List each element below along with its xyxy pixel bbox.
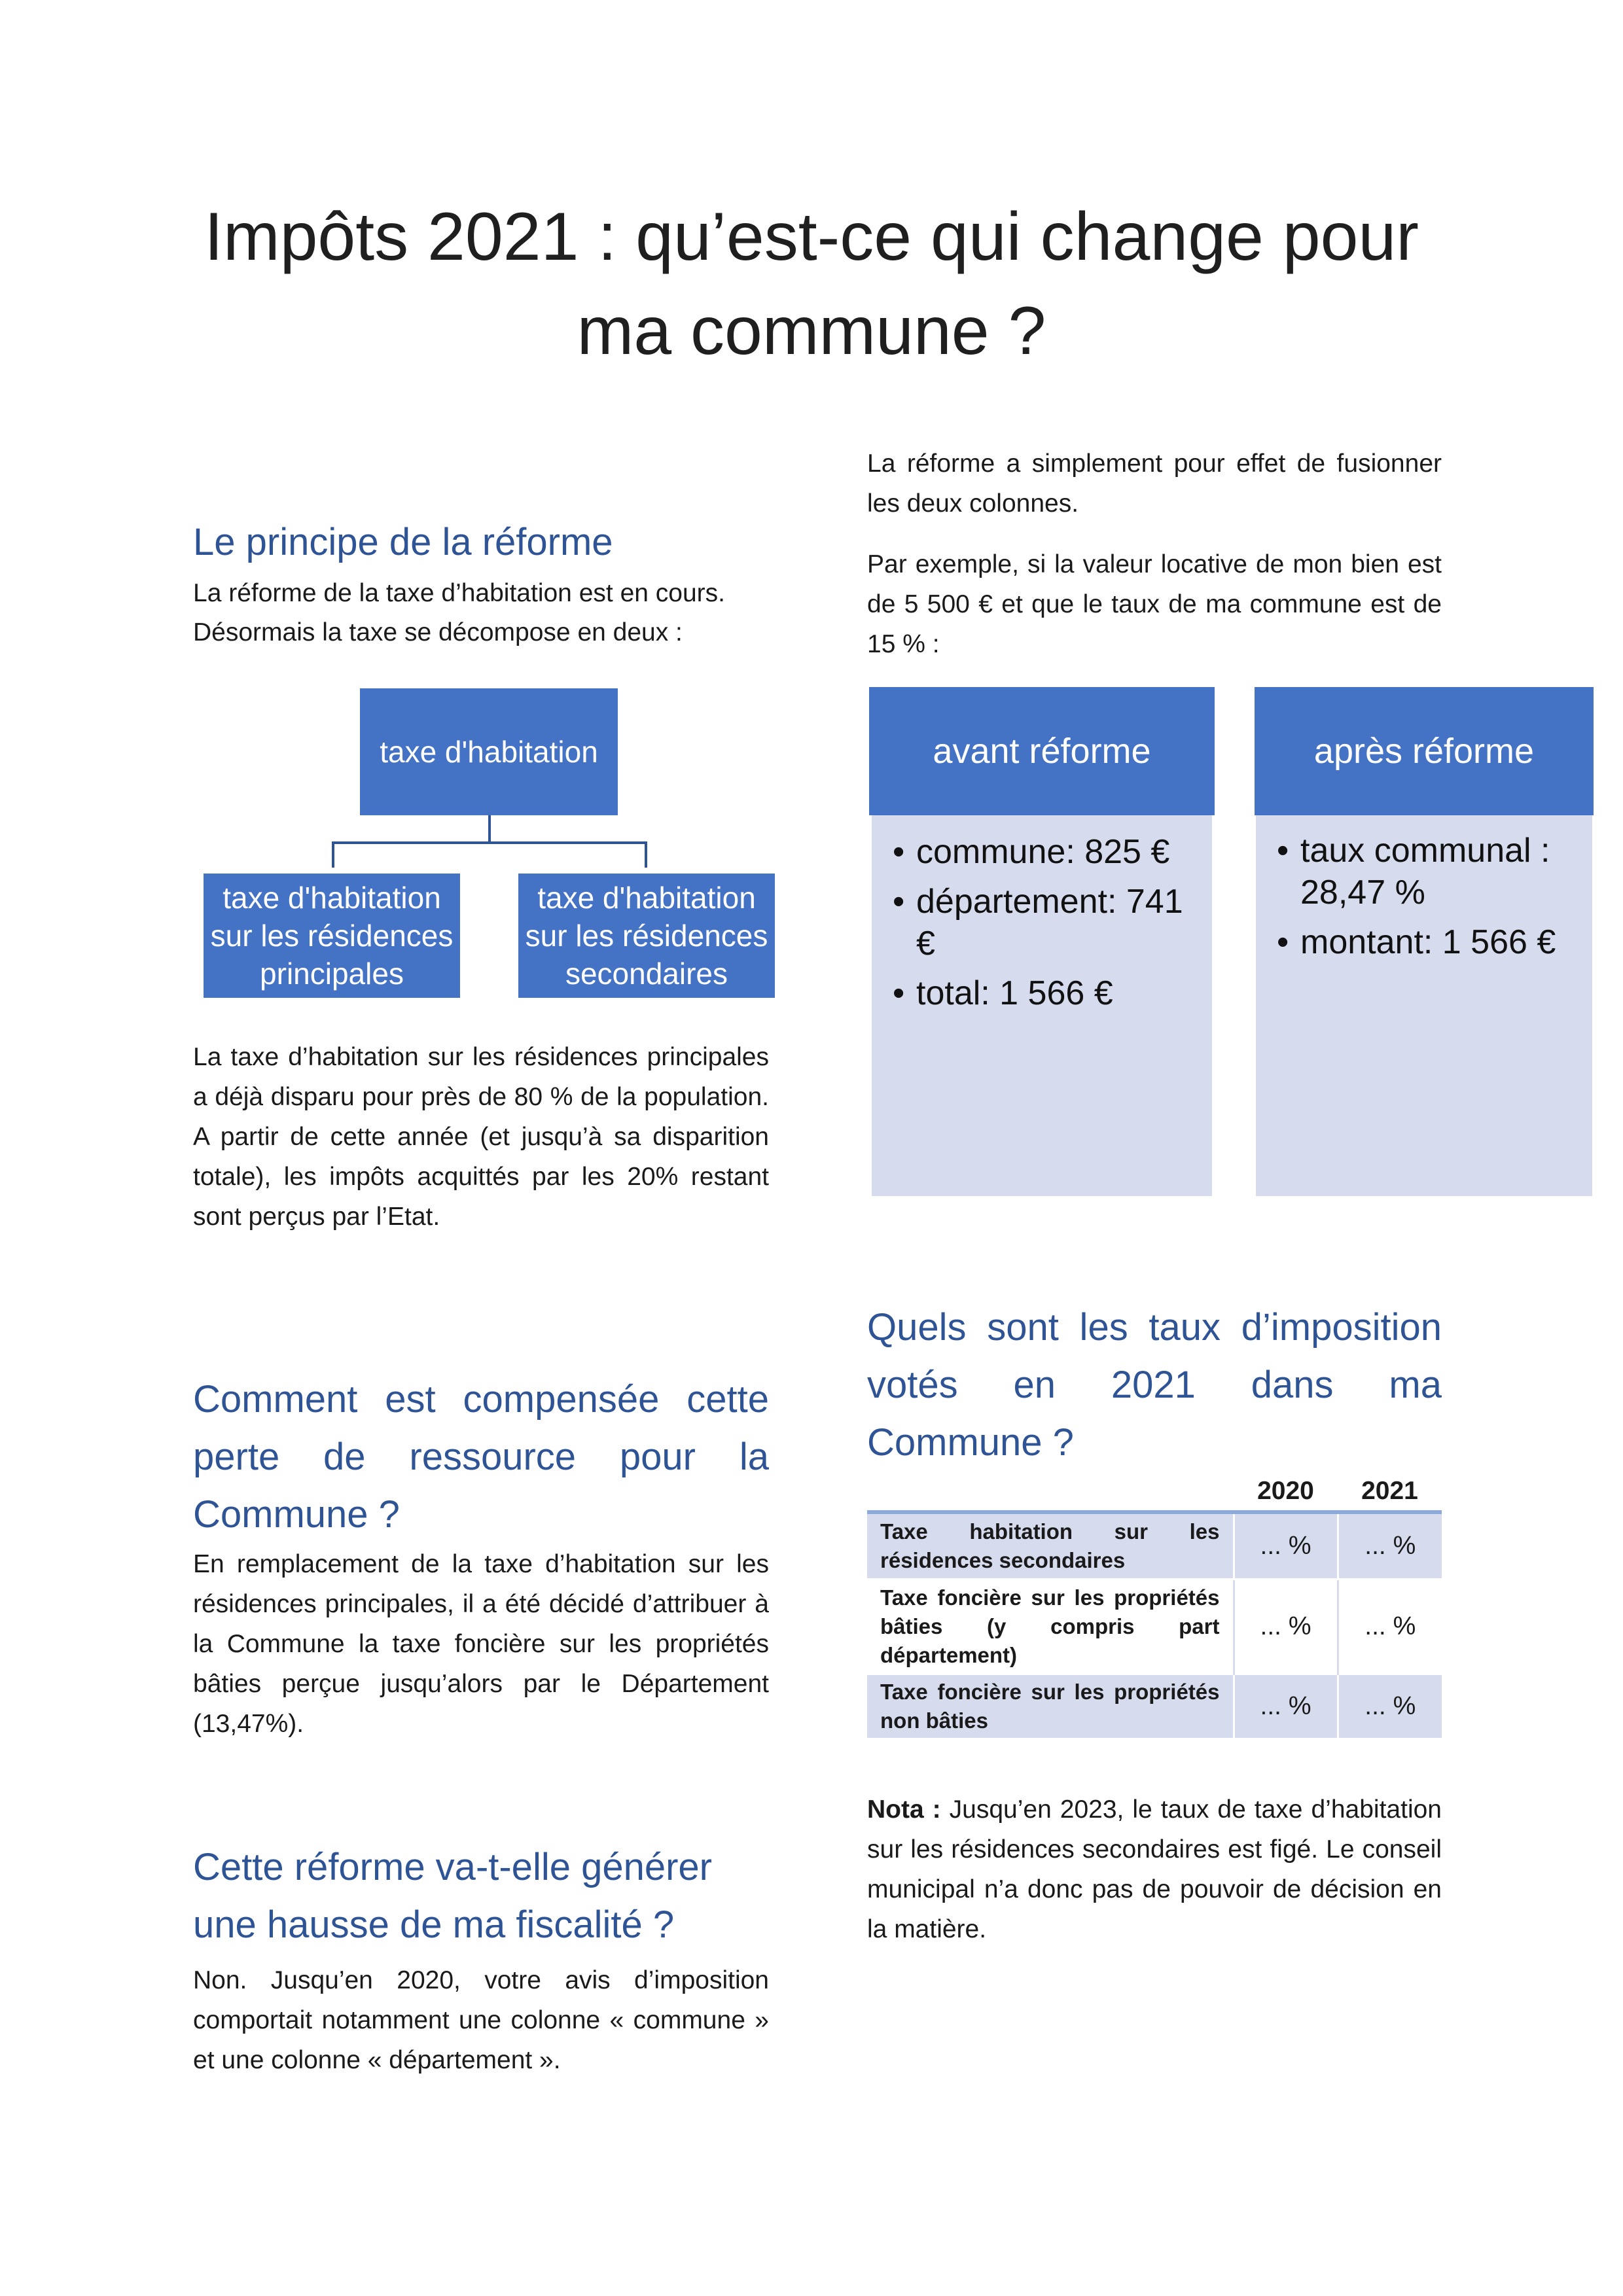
- panel-avant-item: • commune: 825 €: [893, 831, 1199, 873]
- panel-avant-list: [872, 815, 1212, 1014]
- heading-hausse: Cette réforme va-t-elle générer une hausse de ma fiscalité ?: [193, 1846, 712, 1946]
- panel-apres-item: • taux communal : 28,47 %: [1277, 830, 1579, 913]
- heading-compensation: Comment est compensée cette perte de ressource pour la Commune ?: [193, 1378, 769, 1536]
- panel-avant-item: • total: 1 566 €: [893, 972, 1199, 1014]
- panel-avant-body: [872, 815, 1212, 1196]
- page-title: [131, 190, 1492, 378]
- rates-cell-2021: ... %: [1338, 1512, 1442, 1580]
- panel-apres-title: après réforme: [1313, 732, 1535, 771]
- diagram-connector-stem: [488, 815, 491, 843]
- panel-avant-header: [869, 687, 1215, 815]
- rates-header-2020: 2020: [1257, 1477, 1314, 1505]
- rates-cell-2020: ... %: [1234, 1674, 1338, 1739]
- paragraph-disparition: La taxe d’habitation sur les résidences principales a déjà disparu pour près de 80 % de la population. A partir de cette année (et jusqu’à sa disparition totale), les impôts acquittés par les 20% restant sont perçus par l’Etat.: [193, 1043, 769, 1231]
- panel-apres-header: [1255, 687, 1594, 815]
- paragraph-hausse: Non. Jusqu’en 2020, votre avis d’imposition comportait notamment une colonne « commune » et une colonne « département ».: [193, 1966, 769, 2074]
- panel-apres-list: [1256, 815, 1592, 963]
- table-row: [867, 1580, 1442, 1674]
- rates-header-2021: 2021: [1361, 1477, 1418, 1505]
- heading-taux: Quels sont les taux d’imposition votés en 2021 dans ma Commune ?: [867, 1306, 1442, 1464]
- nota-text: Jusqu’en 2023, le taux de taxe d’habitation sur les résidences secondaires est figé. Le conseil municipal n’a donc pas de pouvoir de décision en la matière.: [867, 1795, 1442, 1943]
- rates-row-label: Taxe foncière sur les propriétés bâties (y compris part département): [867, 1580, 1234, 1674]
- page-title-line2: ma commune ?: [577, 293, 1046, 369]
- diagram-connector-right: [645, 841, 647, 868]
- rates-header-row: [867, 1472, 1442, 1512]
- rates-row-label: Taxe foncière sur les propriétés non bâties: [867, 1674, 1234, 1739]
- diagram-child-principales-label: taxe d'habitation sur les résidences principales: [210, 881, 454, 991]
- paragraph-compensation: En remplacement de la taxe d’habitation sur les résidences principales, il a été décidé d’attribuer à la Commune la taxe foncière sur les propriétés bâties perçue jusqu’alors par le Département (13,47%).: [193, 1550, 769, 1738]
- panel-avant-title: avant réforme: [933, 732, 1151, 771]
- nota-paragraph: [867, 1790, 1442, 1949]
- diagram-root-label: taxe d'habitation: [380, 735, 598, 769]
- rates-table: [867, 1472, 1442, 1738]
- diagram-child-secondaires: [518, 874, 775, 998]
- table-row: [867, 1512, 1442, 1580]
- panel-apres-item: • montant: 1 566 €: [1277, 921, 1579, 963]
- nota-label: Nota :: [867, 1795, 941, 1824]
- rates-cell-2020: ... %: [1234, 1512, 1338, 1580]
- intro-text: [193, 574, 769, 652]
- rates-row-label: Taxe habitation sur les résidences secondaires: [867, 1512, 1234, 1580]
- rates-cell-2021: ... %: [1338, 1580, 1442, 1674]
- paragraph-fusion: La réforme a simplement pour effet de fusionner les deux colonnes.: [867, 450, 1442, 518]
- diagram-connector-left: [332, 841, 334, 868]
- diagram-connector-bar: [332, 841, 647, 844]
- intro-line-2: Désormais la taxe se décompose en deux :: [193, 618, 683, 646]
- diagram-child-secondaires-label: taxe d'habitation sur les résidences secondaires: [525, 881, 768, 991]
- rates-cell-2021: ... %: [1338, 1674, 1442, 1739]
- table-row: [867, 1674, 1442, 1739]
- paragraph-exemple: Par exemple, si la valeur locative de mon bien est de 5 500 € et que le taux de ma commune est de 15 % :: [867, 550, 1442, 658]
- rates-header-empty: [867, 1472, 1234, 1512]
- page-title-line1: Impôts 2021 : qu’est-ce qui change pour: [204, 199, 1419, 275]
- panel-avant-item: • département: 741 €: [893, 881, 1199, 964]
- diagram-child-principales: [204, 874, 460, 998]
- intro-line-1: La réforme de la taxe d’habitation est en cours.: [193, 579, 725, 607]
- heading-principe: Le principe de la réforme: [193, 521, 613, 563]
- rates-cell-2020: ... %: [1234, 1580, 1338, 1674]
- diagram-root-node: [360, 688, 618, 815]
- panel-apres-body: [1256, 815, 1592, 1196]
